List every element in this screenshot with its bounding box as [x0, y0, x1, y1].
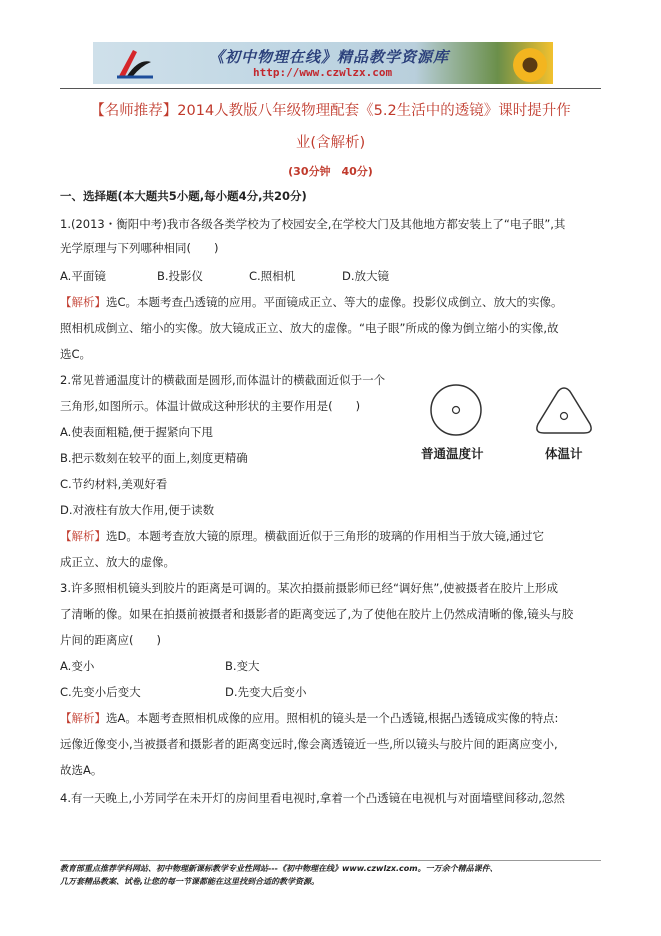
banner-url[interactable]: http://www.czwlzx.com	[253, 66, 393, 79]
document-title-line2: 业(含解析)	[295, 135, 366, 151]
q3-stem-line3: 片间的距离应( )	[60, 633, 161, 647]
footer-line1: 教育部重点推荐学科网站、初中物理新课标教学专业性网站---《初中物理在线》www.czwlzx.com。一万余个精品课件、	[60, 864, 498, 873]
q2-analysis-text1: 选D。本题考查放大镜的原理。横截面近似于三角形的玻璃的作用相当于放大镜,通过它	[106, 529, 545, 543]
q1-stem-line2: 光学原理与下列哪种相同( )	[60, 241, 219, 255]
q3-analysis-tag: 【解析】	[60, 711, 106, 725]
document-title	[60, 95, 601, 159]
figure-label-clinical: 体温计	[545, 446, 583, 461]
sunflower-icon	[513, 48, 547, 82]
q3-analysis-line2: 远像近像变小,当被摄者和摄影者的距离变远时,像会离透镜近一些,所以镜头与胶片间的距离应变小,	[60, 737, 558, 751]
q3-analysis-line3: 故选A。	[60, 763, 103, 777]
q2-option-a: A.使表面粗糙,便于握紧向下甩	[60, 425, 213, 439]
q1-analysis-tag: 【解析】	[60, 295, 106, 309]
q3-analysis-line1	[60, 710, 558, 726]
site-logo-icon	[115, 46, 155, 80]
q2-stem-line1: 2.常见普通温度计的横截面是圆形,而体温计的横截面近似于一个	[60, 373, 386, 387]
q3-option-b: B.变大	[225, 659, 260, 673]
q3-stem-line2: 了清晰的像。如果在拍摄前被摄者和摄影者的距离变远了,为了使他在胶片上仍然成清晰的像,镜头与胶	[60, 607, 574, 621]
q3-analysis-text1: 选A。本题考查照相机成像的应用。照相机的镜头是一个凸透镜,根据凸透镜成实像的特点:	[106, 711, 559, 725]
q1-stem-line1: 1.(2013・衡阳中考)我市各级各类学校为了校园安全,在学校大门及其他地方都安装上了“电子眼”,其	[60, 217, 566, 231]
footer-line2: 几万套精品教案、试卷,让您的每一节课都能在这里找到合适的教学资源。	[60, 877, 320, 886]
q3-option-a: A.变小	[60, 659, 95, 673]
q2-analysis-line2: 成正立、放大的虚像。	[60, 555, 175, 569]
document-title-line1: 【名师推荐】2014人教版八年级物理配套《5.2生活中的透镜》课时提升作	[90, 103, 571, 119]
q2-analysis-line1	[60, 528, 544, 544]
footer-divider	[60, 860, 601, 861]
q1-analysis-line3: 选C。	[60, 347, 92, 361]
q1-option-b: B.投影仪	[157, 269, 204, 283]
q1-option-d: D.放大镜	[342, 269, 390, 283]
time-score: (30分钟 40分)	[288, 165, 373, 178]
q1-analysis-line1	[60, 294, 563, 310]
q3-stem-line1: 3.许多照相机镜头到胶片的距离是可调的。某次拍摄前摄影师已经“调好焦”,使被摄者在胶片上形成	[60, 581, 559, 595]
q1-analysis-text1: 选C。本题考查凸透镜的应用。平面镜成正立、等大的虚像。投影仪成倒立、放大的实像。	[106, 295, 563, 309]
q3-option-d: D.先变大后变小	[225, 685, 307, 699]
q1-analysis-line2: 照相机成倒立、缩小的实像。放大镜成正立、放大的虚像。“电子眼”所成的像为倒立缩小的实像,故	[60, 321, 559, 335]
q1-option-a: A.平面镜	[60, 269, 106, 283]
q4-stem-line1: 4.有一天晚上,小芳同学在未开灯的房间里看电视时,拿着一个凸透镜在电视机与对面墙壁间移动,忽然	[60, 791, 565, 805]
q2-option-c: C.节约材料,美观好看	[60, 477, 168, 491]
round-thermometer-icon	[421, 383, 491, 453]
q2-option-b: B.把示数刻在较平的面上,刻度更精确	[60, 451, 248, 465]
q2-option-d: D.对液柱有放大作用,便于读数	[60, 503, 215, 517]
section-heading: 一、选择题(本大题共5小题,每小题4分,共20分)	[60, 189, 307, 203]
figure-label-ordinary: 普通温度计	[421, 446, 484, 461]
banner-title: 《初中物理在线》精品教学资源库	[209, 48, 450, 66]
q1-option-c: C.照相机	[249, 269, 296, 283]
header-divider	[60, 88, 601, 89]
q2-stem-line2: 三角形,如图所示。体温计做成这种形状的主要作用是( )	[60, 399, 361, 413]
q2-analysis-tag: 【解析】	[60, 529, 106, 543]
header-banner	[93, 42, 553, 84]
q3-option-c: C.先变小后变大	[60, 685, 141, 699]
